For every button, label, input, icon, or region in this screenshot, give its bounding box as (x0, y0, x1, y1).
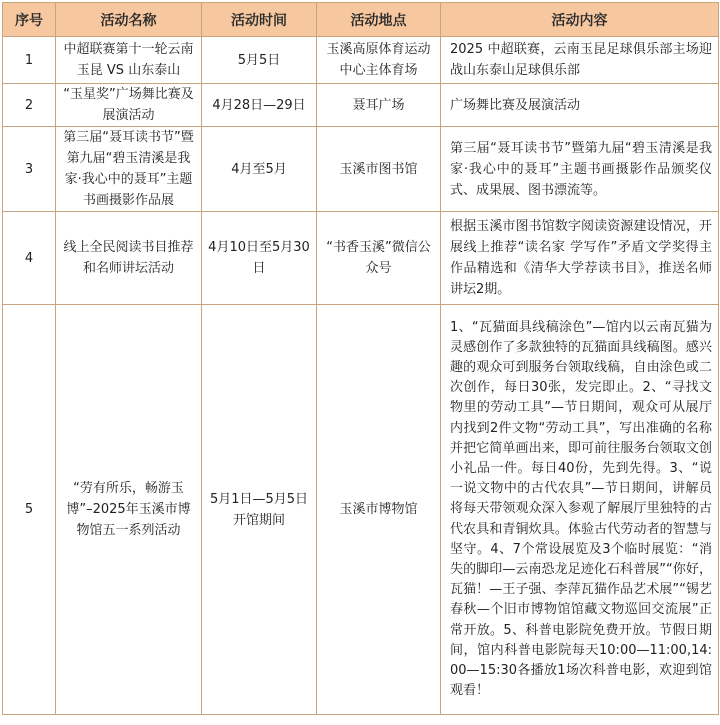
header-content: 活动内容 (441, 3, 719, 37)
table-row (3, 127, 719, 212)
row-place: 玉溪市博物馆 (317, 305, 441, 715)
table-row (3, 84, 719, 127)
row-index: 1 (3, 37, 56, 84)
row-content: 广场舞比赛及展演活动 (441, 84, 719, 127)
row-name: 线上全民阅读书目推荐和名师讲坛活动 (56, 212, 202, 305)
row-place: 玉溪市图书馆 (317, 127, 441, 212)
row-content: 2025 中超联赛，云南玉昆足球俱乐部主场迎战山东泰山足球俱乐部 (441, 37, 719, 84)
row-name: 中超联赛第十一轮云南玉昆 VS 山东泰山 (56, 37, 202, 84)
row-index: 3 (3, 127, 56, 212)
row-place: 聂耳广场 (317, 84, 441, 127)
table-header-row (3, 3, 719, 37)
row-name: 第三届“聂耳读书节”暨第九届“碧玉清溪是我家·我心中的聂耳”主题书画摄影作品展 (56, 127, 202, 212)
row-time: 5月5日 (202, 37, 317, 84)
row-index: 5 (3, 305, 56, 715)
row-time: 4月28日—29日 (202, 84, 317, 127)
table-row (3, 305, 719, 715)
row-content: 1、“瓦猫面具线稿涂色”—馆内以云南瓦猫为灵感创作了多款独特的瓦猫面具线稿图。感兴趣的观众可到服务台领取线稿，自由涂色或二次创作，每日30张，发完即止。2、“寻找文物里的劳动工具”—节日期间，观众可从展厅内找到2件文物“劳动工具”，写出准确的名称并把它简单画出来，即可前往服务台领取文创小礼品一件。每日40份，先到先得。3、“说一说文物中的古代农具”—节日期间，讲解员将每天带领观众深入参观了解展厅里独特的古代农具和青铜炊具。体验古代劳动者的智慧与坚守。4、7个常设展览及3个临时展览：“消失的脚印—云南恐龙足迹化石科普展”“你好，瓦猫！—王子强、李萍瓦猫作品艺术展”“锡艺春秋—个旧市博物馆馆藏文物巡回交流展”正常开放。5、科普电影院免费开放。节假日期间，馆内科普电影院每天10:00—11:00,14:00—15:30各播放1场次科普电影，欢迎到馆观看！ (441, 305, 719, 715)
table-row (3, 212, 719, 305)
table-row (3, 37, 719, 84)
header-time: 活动时间 (202, 3, 317, 37)
row-time: 5月1日—5月5日开馆期间 (202, 305, 317, 715)
row-content: 第三届“聂耳读书节”暨第九届“碧玉清溪是我家·我心中的聂耳”主题书画摄影作品颁奖仪式、成果展、图书漂流等。 (441, 127, 719, 212)
events-table (2, 2, 719, 715)
header-name: 活动名称 (56, 3, 202, 37)
row-place: “书香玉溪”微信公众号 (317, 212, 441, 305)
header-place: 活动地点 (317, 3, 441, 37)
row-place: 玉溪高原体育运动中心主体育场 (317, 37, 441, 84)
row-content: 根据玉溪市图书馆数字阅读资源建设情况，开展线上推荐“读名家 学写作”矛盾文学奖得主作品精选和《清华大学荐读书目》，推送名师讲坛2期。 (441, 212, 719, 305)
row-time: 4月至5月 (202, 127, 317, 212)
row-name: “劳有所乐，畅游玉博”–2025年玉溪市博物馆五一系列活动 (56, 305, 202, 715)
row-index: 2 (3, 84, 56, 127)
row-time: 4月10日至5月30日 (202, 212, 317, 305)
row-index: 4 (3, 212, 56, 305)
events-table-container (2, 2, 718, 715)
header-index: 序号 (3, 3, 56, 37)
row-name: “玉星奖”广场舞比赛及展演活动 (56, 84, 202, 127)
